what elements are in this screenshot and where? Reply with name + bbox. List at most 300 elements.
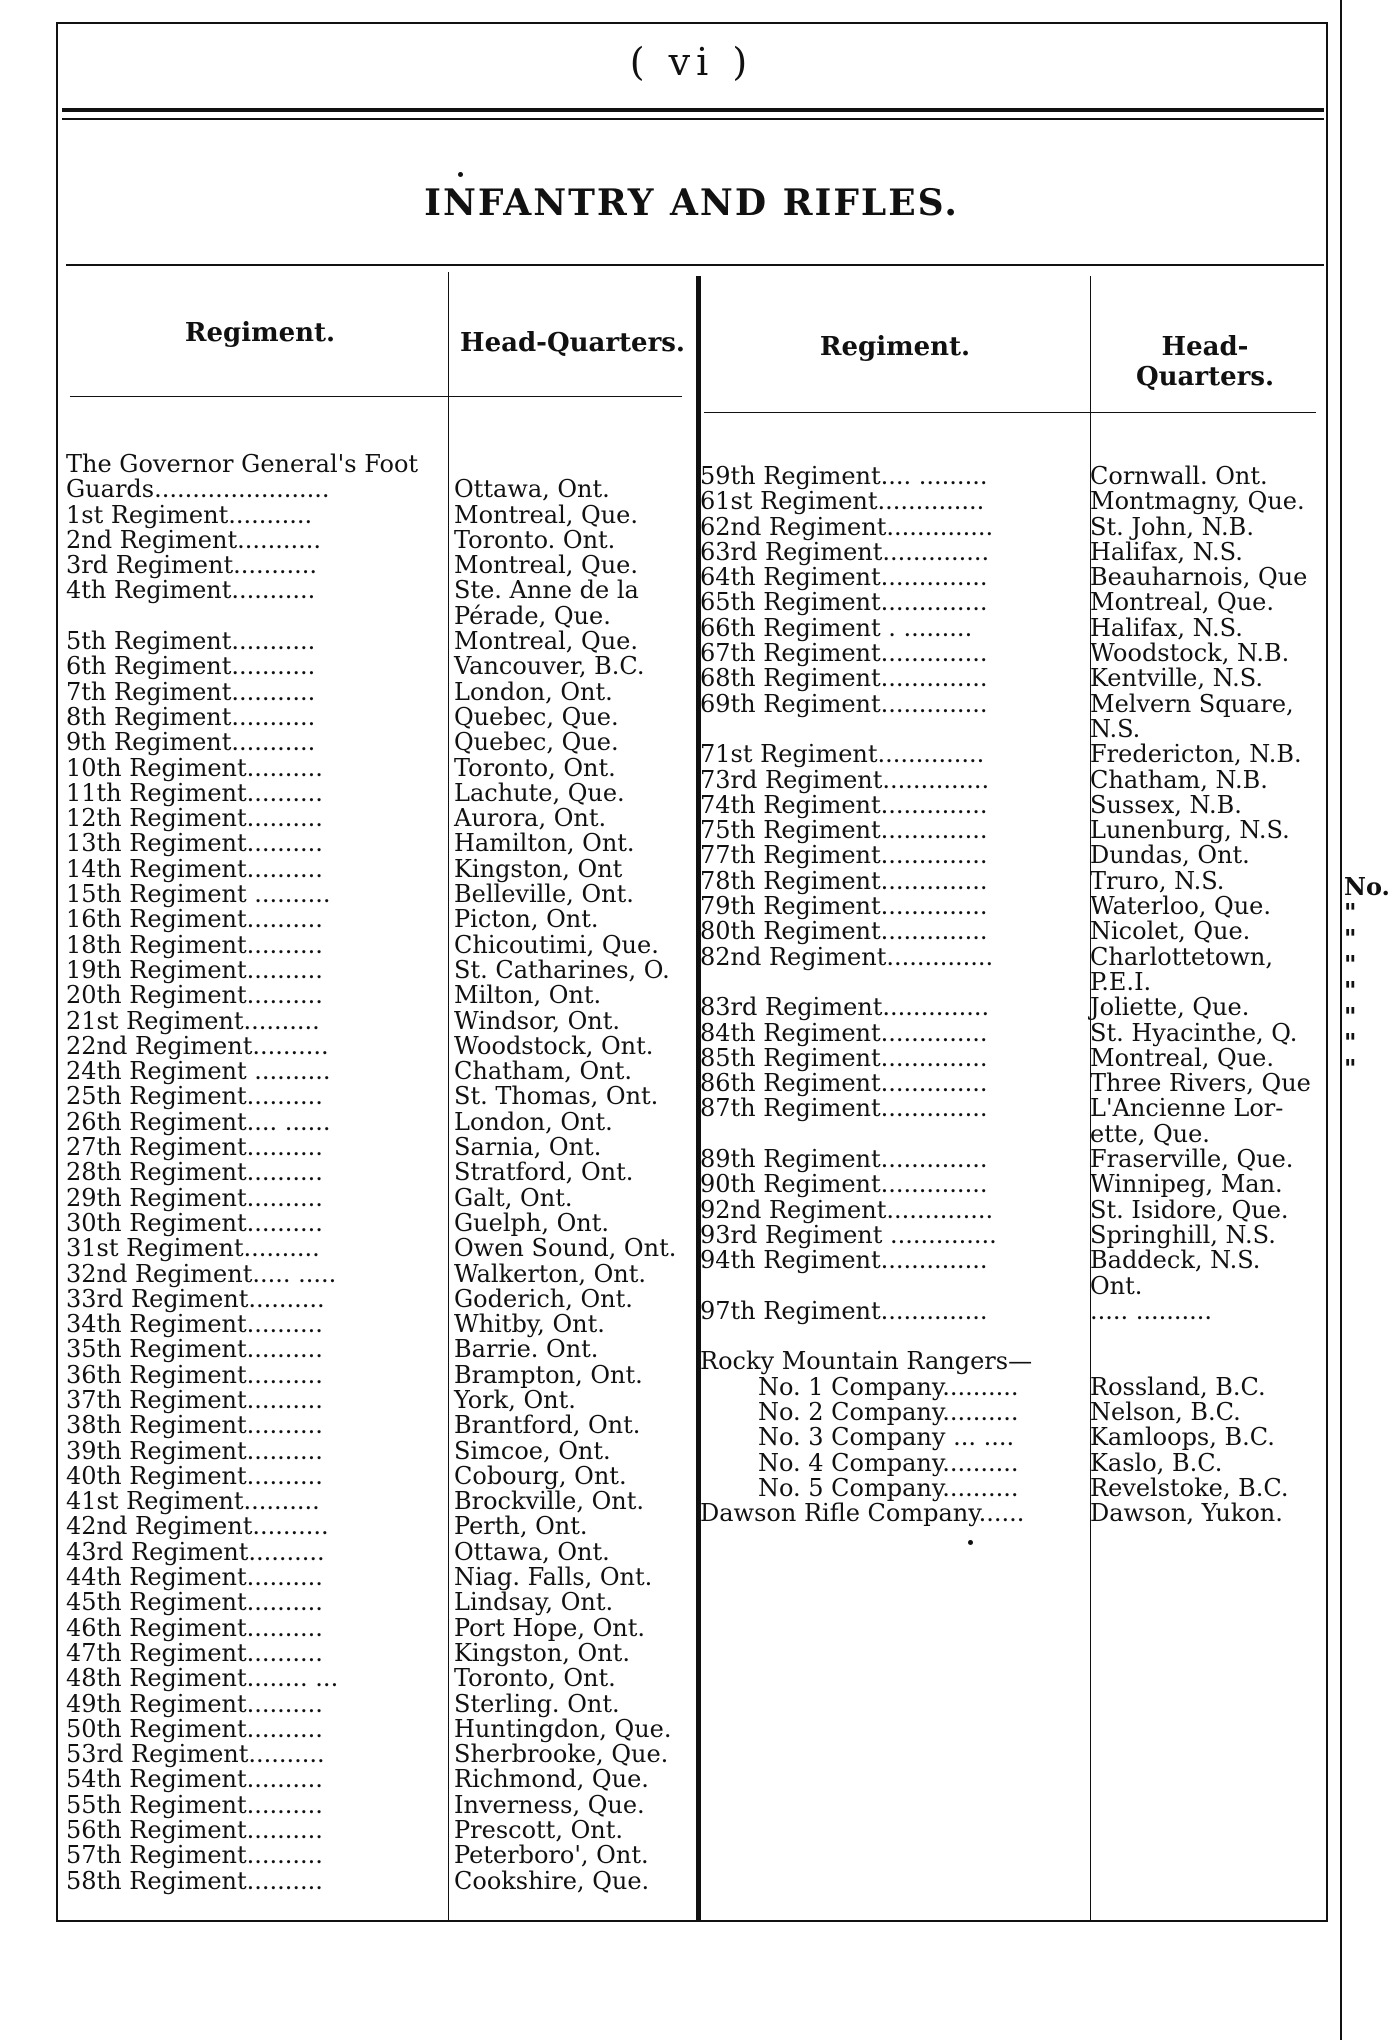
regiment-name: 10th Regiment.......... [66, 753, 323, 782]
regiment-name: 32nd Regiment..... ..... [66, 1259, 337, 1288]
regiment-name: 62nd Regiment.............. [700, 512, 994, 541]
table-row [66, 1590, 692, 1615]
table-row [66, 1312, 692, 1337]
table-row [700, 995, 1326, 1020]
regiment-name: 16th Regiment.......... [66, 905, 323, 934]
title-rule [66, 264, 1324, 266]
regiment-name: 2nd Regiment........... [66, 525, 322, 554]
regiment-name: 25th Regiment.......... [66, 1082, 323, 1111]
headquarters-value: Lindsay, Ont. [454, 1588, 614, 1617]
headquarters-value: Cornwall. Ont. [1090, 462, 1268, 490]
headquarters-value: Halifax, N.S. [1090, 613, 1243, 642]
headquarters-value: Picton, Ont. [454, 905, 599, 934]
table-row [700, 1043, 1326, 1072]
headquarters-value: Waterloo, Que. [1090, 892, 1272, 921]
table-row [66, 601, 692, 630]
edge-fragment-line: " [1344, 924, 1357, 953]
table-row [66, 1259, 692, 1288]
regiment-name: 57th Regiment.......... [66, 1841, 323, 1870]
headquarters-value: Fraserville, Que. [1090, 1145, 1294, 1174]
regiment-name: 58th Regiment.......... [66, 1866, 323, 1895]
table-row [700, 1172, 1326, 1197]
headquarters-value: Sterling. Ont. [454, 1689, 620, 1718]
headquarters-value: Montreal, Que. [454, 627, 639, 656]
table-row [66, 806, 692, 831]
regiment-name: No. 5 Company.......... [758, 1473, 1019, 1502]
next-page-edge [1340, 0, 1342, 2040]
headquarters-value: Kamloops, B.C. [1090, 1423, 1275, 1452]
headquarters-value: Springhill, N.S. [1090, 1220, 1276, 1249]
regiment-name: 48th Regiment........ ... [66, 1664, 339, 1693]
headquarters-value: Peterboro', Ont. [454, 1841, 649, 1870]
headquarters-value: St. Thomas, Ont. [454, 1082, 659, 1111]
headquarters-value: Kingston, Ont. [454, 1638, 630, 1667]
regiment-name: 5th Regiment........... [66, 627, 316, 656]
table-row [66, 654, 692, 679]
table-row [700, 1271, 1326, 1300]
table-row [66, 629, 692, 654]
regiment-name: 29th Regiment.......... [66, 1183, 323, 1212]
regiment-name: 44th Regiment.......... [66, 1563, 323, 1592]
regiment-name: 66th Regiment . ......... [700, 613, 973, 642]
header-rule-thick [62, 108, 1324, 112]
headquarters-value: York, Ont. [454, 1385, 576, 1414]
headquarters-value: Walkerton, Ont. [454, 1259, 646, 1288]
headquarters-value: Montreal, Que. [1090, 1043, 1275, 1072]
headquarters-value: Chicoutimi, Que. [454, 930, 659, 959]
headquarters-value: Brockville, Ont. [454, 1487, 644, 1516]
headquarters-value: Ottawa, Ont. [454, 1537, 610, 1566]
headquarters-value: Prescott, Ont. [454, 1816, 623, 1845]
regiment-name: 93rd Regiment .............. [700, 1220, 997, 1249]
regiment-name: 74th Regiment.............. [700, 790, 988, 819]
table-row [66, 1084, 692, 1109]
headquarters-value: Barrie. Ont. [454, 1335, 599, 1364]
table-row [66, 1208, 692, 1237]
headquarters-value: Chatham, Ont. [454, 1057, 632, 1086]
regiment-name: 90th Regiment.............. [700, 1170, 988, 1199]
headquarters-value: Toronto. Ont. [454, 525, 616, 554]
headquarters-value: Woodstock, Ont. [454, 1031, 654, 1060]
headquarters-value: St. Hyacinthe, Q. [1090, 1018, 1298, 1047]
headquarters-value: Three Rivers, Que [1090, 1069, 1311, 1098]
headquarters-value: L'Ancienne Lor- [1090, 1094, 1284, 1123]
table-row [66, 1866, 692, 1895]
regiment-name: 78th Regiment.............. [700, 866, 988, 895]
right-regiment-list [700, 464, 1326, 1526]
headquarters-value: Woodstock, N.B. [1090, 639, 1290, 668]
table-row [66, 1413, 692, 1438]
headquarters-value: Chatham, N.B. [1090, 765, 1268, 794]
table-row [66, 500, 692, 529]
table-row [66, 1031, 692, 1060]
table-row [66, 1714, 692, 1743]
table-row [700, 1296, 1326, 1325]
headquarters-value: ..... .......... [1090, 1296, 1213, 1325]
regiment-name: Dawson Rifle Company...... [700, 1499, 1025, 1528]
table-row [700, 765, 1326, 794]
regiment-name: 77th Regiment.............. [700, 841, 988, 870]
table-row [66, 1183, 692, 1212]
regiment-name: 39th Regiment.......... [66, 1436, 323, 1465]
table-row [700, 818, 1326, 843]
table-row [66, 1160, 692, 1185]
table-row [66, 753, 692, 782]
regiment-name: 14th Regiment.......... [66, 854, 323, 883]
headquarters-value: Goderich, Ont. [454, 1284, 633, 1313]
frame-bottom-line [56, 1920, 1328, 1922]
table-row [700, 866, 1326, 895]
regiment-name: 36th Regiment.......... [66, 1360, 323, 1389]
frame-left-line [56, 22, 58, 1922]
table-row [700, 489, 1326, 514]
regiment-name: 35th Regiment.......... [66, 1335, 323, 1364]
regiment-name: 3rd Regiment........... [66, 551, 318, 580]
regiment-name: No. 2 Company.......... [758, 1397, 1019, 1426]
headquarters-value: Charlottetown, [1090, 942, 1273, 971]
table-row [700, 1147, 1326, 1172]
headquarters-value: London, Ont. [454, 1107, 613, 1136]
table-row [66, 955, 692, 984]
regiment-name: 26th Regiment.... ...... [66, 1107, 331, 1136]
headquarters-value: Hamilton, Ont. [454, 829, 635, 858]
table-row [66, 1337, 692, 1362]
headquarters-value: Montreal, Que. [1090, 588, 1275, 617]
table-row [66, 1790, 692, 1819]
edge-fragment-line: " [1344, 1054, 1357, 1083]
table-row [66, 1107, 692, 1136]
regiment-name: 20th Regiment.......... [66, 981, 323, 1010]
table-row [700, 894, 1326, 919]
headquarters-value: Stratford, Ont. [454, 1158, 634, 1187]
headquarters-value: Dundas, Ont. [1090, 841, 1250, 870]
table-row [66, 1489, 692, 1514]
frame-top-line [56, 22, 1328, 24]
right-hq-header: Head-Quarters. [1135, 332, 1275, 392]
table-row [700, 641, 1326, 666]
headquarters-value: Nicolet, Que. [1090, 917, 1251, 946]
table-row [700, 1220, 1326, 1249]
regiment-name: 22nd Regiment.......... [66, 1031, 329, 1060]
table-row [66, 1385, 692, 1414]
page-number: ( vi ) [629, 40, 754, 84]
regiment-name: 83rd Regiment.............. [700, 993, 990, 1022]
table-row [66, 730, 692, 755]
table-row [700, 1473, 1326, 1502]
edge-fragment [1344, 872, 1390, 1083]
regiment-name: 71st Regiment.............. [700, 740, 985, 769]
table-row [66, 930, 692, 959]
table-row [700, 967, 1326, 996]
table-row [700, 1324, 1326, 1349]
edge-fragment-line: " [1344, 976, 1357, 1005]
right-regiment-header: Regiment. [819, 332, 971, 362]
regiment-name: 19th Regiment.......... [66, 955, 323, 984]
regiment-name: 28th Regiment.......... [66, 1158, 323, 1187]
table-row [66, 452, 692, 477]
table-row [700, 1349, 1326, 1374]
regiment-name: 4th Regiment........... [66, 576, 316, 605]
regiment-name: 63rd Regiment.............. [700, 537, 990, 566]
headquarters-value: Guelph, Ont. [454, 1208, 609, 1237]
headquarters-value: London, Ont. [454, 677, 613, 706]
regiment-name: 7th Regiment........... [66, 677, 316, 706]
table-row [700, 1195, 1326, 1224]
regiment-name: 67th Regiment.............. [700, 639, 988, 668]
regiment-name: 75th Regiment.............. [700, 816, 988, 845]
headquarters-value: Quebec, Que. [454, 728, 619, 757]
table-row [700, 1096, 1326, 1121]
table-row [66, 1565, 692, 1590]
table-row [700, 1372, 1326, 1401]
regiment-name: 42nd Regiment.......... [66, 1512, 329, 1541]
regiment-name: 49th Regiment.......... [66, 1689, 323, 1718]
headquarters-value: St. John, N.B. [1090, 512, 1254, 541]
headquarters-value: ette, Que. [1090, 1119, 1210, 1148]
regiment-name: 59th Regiment.... ......... [700, 462, 988, 490]
regiment-name: 6th Regiment........... [66, 652, 316, 681]
table-row [66, 1689, 692, 1718]
table-row [66, 1638, 692, 1667]
headquarters-value: Baddeck, N.S. [1090, 1246, 1261, 1275]
left-regiment-header: Regiment. [184, 318, 336, 348]
table-row [66, 778, 692, 807]
regiment-name: 24th Regiment .......... [66, 1057, 331, 1086]
table-row [700, 919, 1326, 944]
headquarters-value: Belleville, Ont. [454, 880, 634, 909]
table-row [700, 1071, 1326, 1096]
regiment-name: 11th Regiment.......... [66, 778, 323, 807]
headquarters-value: Kingston, Ont [454, 854, 623, 883]
table-row [700, 613, 1326, 642]
regiment-name: 37th Regiment.......... [66, 1385, 323, 1414]
table-row [700, 1397, 1326, 1426]
regiment-name: 89th Regiment.............. [700, 1145, 988, 1174]
headquarters-value: Ont. [1090, 1271, 1143, 1300]
headquarters-value: Ottawa, Ont. [454, 475, 610, 504]
regiment-name: 50th Regiment.......... [66, 1714, 323, 1743]
headquarters-value: Revelstoke, B.C. [1090, 1473, 1289, 1502]
headquarters-value: Truro, N.S. [1090, 866, 1225, 895]
table-row [66, 1360, 692, 1389]
regiment-name: 34th Regiment.......... [66, 1310, 323, 1339]
regiment-name: 84th Regiment.............. [700, 1018, 988, 1047]
edge-fragment-line: " [1344, 898, 1357, 927]
regiment-name: 69th Regiment.............. [700, 689, 988, 718]
headquarters-value: Melvern Square, [1090, 689, 1294, 718]
headquarters-value: Kentville, N.S. [1090, 664, 1263, 693]
table-row [66, 1135, 692, 1160]
regiment-name: Rocky Mountain Rangers— [700, 1347, 1033, 1376]
table-row [700, 565, 1326, 590]
headquarters-value: Halifax, N.S. [1090, 537, 1243, 566]
table-row [66, 831, 692, 856]
headquarters-value: Toronto, Ont. [454, 753, 616, 782]
table-row [66, 983, 692, 1008]
left-regiment-list [66, 452, 692, 1894]
headquarters-value: Winnipeg, Man. [1090, 1170, 1283, 1199]
table-row [66, 1236, 692, 1261]
headquarters-value: Owen Sound, Ont. [454, 1234, 677, 1263]
headquarters-value: Niag. Falls, Ont. [454, 1563, 653, 1592]
table-row [700, 590, 1326, 615]
table-row [66, 1767, 692, 1792]
table-row [700, 1018, 1326, 1047]
regiment-name: 55th Regiment.......... [66, 1790, 323, 1819]
regiment-name: 38th Regiment.......... [66, 1411, 323, 1440]
table-row [66, 1059, 692, 1084]
table-row [66, 553, 692, 578]
table-row [700, 537, 1326, 566]
headquarters-value: Rossland, B.C. [1090, 1372, 1266, 1401]
regiment-name: 9th Regiment........... [66, 728, 316, 757]
headquarters-value: Milton, Ont. [454, 981, 602, 1010]
edge-fragment-line: No. [1344, 872, 1390, 901]
headquarters-value: Ste. Anne de la [454, 576, 639, 605]
table-row [700, 942, 1326, 971]
table-row [700, 1448, 1326, 1477]
headquarters-value: Pérade, Que. [454, 601, 611, 630]
table-row [700, 843, 1326, 868]
regiment-name: 54th Regiment.......... [66, 1765, 323, 1794]
regiment-name: No. 4 Company.......... [758, 1448, 1019, 1477]
table-row [66, 1537, 692, 1566]
regiment-name: 40th Regiment.......... [66, 1461, 323, 1490]
headquarters-value: Montreal, Que. [454, 551, 639, 580]
regiment-name: 85th Regiment.............. [700, 1043, 988, 1072]
headquarters-value: Toronto, Ont. [454, 1664, 616, 1693]
table-row [700, 742, 1326, 767]
table-row [66, 1742, 692, 1767]
regiment-name: No. 3 Company ... .... [758, 1423, 1015, 1452]
headquarters-value: St. Isidore, Que. [1090, 1195, 1289, 1224]
regiment-name: 47th Regiment.......... [66, 1638, 323, 1667]
regiment-name: The Governor General's Foot [66, 450, 419, 478]
table-row [66, 854, 692, 883]
regiment-name: 73rd Regiment.............. [700, 765, 990, 794]
headquarters-value: Cookshire, Que. [454, 1866, 650, 1895]
headquarters-value: Sarnia, Ont. [454, 1133, 602, 1162]
headquarters-value: P.E.I. [1090, 967, 1152, 996]
headquarters-value: Montmagny, Que. [1090, 487, 1305, 516]
regiment-name: 65th Regiment.............. [700, 588, 988, 617]
table-row [66, 1613, 692, 1642]
regiment-name: 27th Regiment.......... [66, 1133, 323, 1162]
table-row [66, 578, 692, 603]
headquarters-value: Fredericton, N.B. [1090, 740, 1302, 769]
regiment-name: No. 1 Company.......... [758, 1372, 1019, 1401]
table-row [66, 525, 692, 554]
regiment-name: 80th Regiment.............. [700, 917, 988, 946]
regiment-name: 53rd Regiment.......... [66, 1740, 325, 1769]
table-row [700, 666, 1326, 691]
regiment-name: 41st Regiment.......... [66, 1487, 320, 1516]
edge-fragment-line: " [1344, 1028, 1357, 1057]
colhead-rule-right [704, 412, 1316, 413]
table-row [66, 702, 692, 731]
regiment-name: 94th Regiment.............. [700, 1246, 988, 1275]
table-row [66, 1284, 692, 1313]
headquarters-value: Windsor, Ont. [454, 1006, 621, 1035]
table-row [66, 1818, 692, 1843]
table-row [700, 689, 1326, 718]
headquarters-value: Huntingdon, Que. [454, 1714, 672, 1743]
regiment-name: 45th Regiment.......... [66, 1588, 323, 1617]
headquarters-value: Kaslo, B.C. [1090, 1448, 1223, 1477]
regiment-name: 64th Regiment.............. [700, 563, 988, 592]
regiment-name: 21st Regiment.......... [66, 1006, 320, 1035]
regiment-name: 30th Regiment.......... [66, 1208, 323, 1237]
headquarters-value: Beauharnois, Que [1090, 563, 1308, 592]
regiment-name: 1st Regiment........... [66, 500, 313, 529]
regiment-name: 8th Regiment........... [66, 702, 316, 731]
colhead-rule-left [70, 396, 682, 397]
regiment-name: 92nd Regiment.............. [700, 1195, 994, 1224]
headquarters-value: Brampton, Ont. [454, 1360, 643, 1389]
left-hq-header: Head-Quarters. [460, 328, 685, 358]
regiment-name: 31st Regiment.......... [66, 1234, 320, 1263]
headquarters-value: Quebec, Que. [454, 702, 619, 731]
headquarters-value: Joliette, Que. [1090, 993, 1250, 1022]
regiment-name: 12th Regiment.......... [66, 804, 323, 833]
headquarters-value: St. Catharines, O. [454, 955, 670, 984]
regiment-name: 13th Regiment.......... [66, 829, 323, 858]
headquarters-value: Perth, Ont. [454, 1512, 588, 1541]
headquarters-value: Port Hope, Ont. [454, 1613, 645, 1642]
headquarters-value: Cobourg, Ont. [454, 1461, 627, 1490]
regiment-name: Guards....................... [66, 475, 330, 504]
table-row [66, 477, 692, 502]
regiment-name: 18th Regiment.......... [66, 930, 323, 959]
regiment-name: 46th Regiment.......... [66, 1613, 323, 1642]
headquarters-value: Galt, Ont. [454, 1183, 573, 1212]
table-row [66, 907, 692, 932]
headquarters-value: Montreal, Que. [454, 500, 639, 529]
table-row [700, 790, 1326, 819]
headquarters-value: Dawson, Yukon. [1090, 1499, 1283, 1528]
table-row [66, 1514, 692, 1539]
headquarters-value: Lunenburg, N.S. [1090, 816, 1290, 845]
table-row [66, 1461, 692, 1490]
regiment-name: 79th Regiment.............. [700, 892, 988, 921]
regiment-name: 61st Regiment.............. [700, 487, 985, 516]
table-row [66, 1006, 692, 1035]
headquarters-value: Sherbrooke, Que. [454, 1740, 669, 1769]
headquarters-value: N.S. [1090, 714, 1141, 743]
headquarters-value: Whitby, Ont. [454, 1310, 605, 1339]
headquarters-value: Inverness, Que. [454, 1790, 645, 1819]
edge-fragment-line: " [1344, 950, 1357, 979]
edge-fragment-line: " [1344, 1002, 1357, 1031]
table-row [700, 464, 1326, 489]
table-row [700, 1119, 1326, 1148]
regiment-name: 97th Regiment.............. [700, 1296, 988, 1325]
regiment-name: 86th Regiment.............. [700, 1069, 988, 1098]
headquarters-value: Brantford, Ont. [454, 1411, 641, 1440]
table-row [700, 512, 1326, 541]
headquarters-value: Sussex, N.B. [1090, 790, 1242, 819]
headquarters-value: Simcoe, Ont. [454, 1436, 611, 1465]
headquarters-value: Vancouver, B.C. [454, 652, 645, 681]
regiment-name: 87th Regiment.............. [700, 1094, 988, 1123]
regiment-name: 15th Regiment .......... [66, 880, 331, 909]
regiment-name: 68th Regiment.............. [700, 664, 988, 693]
table-row [700, 714, 1326, 743]
headquarters-value: Richmond, Que. [454, 1765, 649, 1794]
headquarters-value: Nelson, B.C. [1090, 1397, 1241, 1426]
headquarters-value: Lachute, Que. [454, 778, 625, 807]
table-row [66, 1436, 692, 1465]
